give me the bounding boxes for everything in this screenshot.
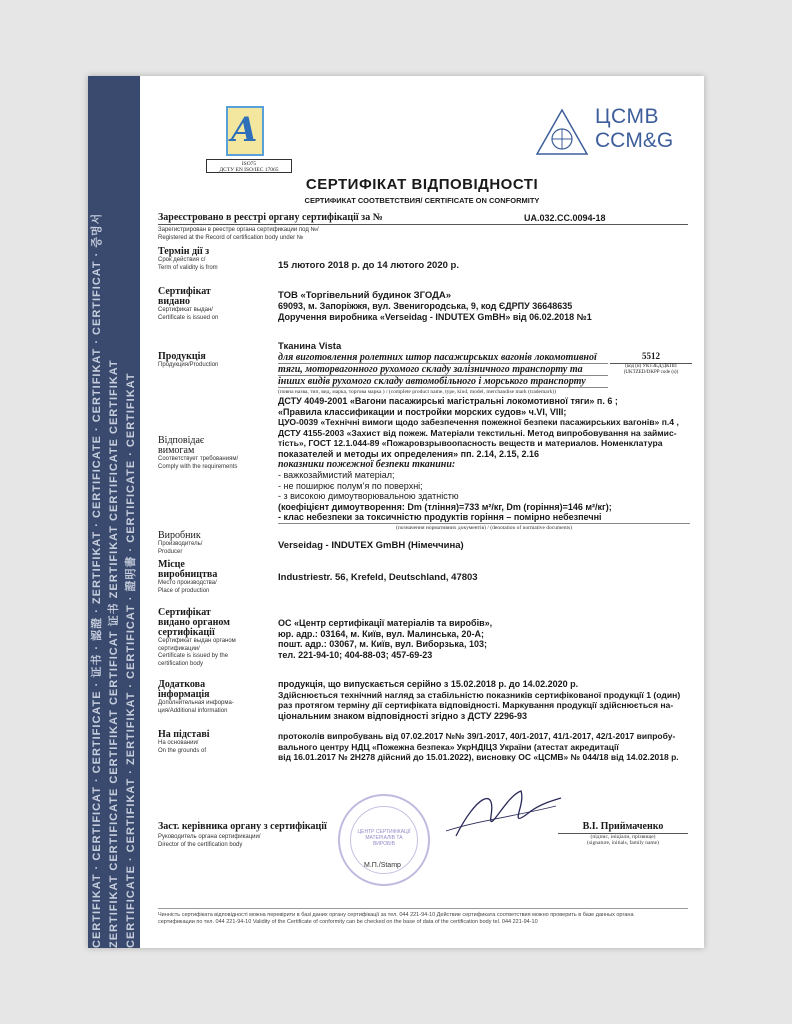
producer-sub-ru: Производитель/ bbox=[158, 541, 203, 547]
body-label: Сертифікат bbox=[158, 607, 211, 618]
signatory-block bbox=[558, 822, 688, 846]
body-line: юр. адр.: 03164, м. Київ, вул. Малинська, 20-А; bbox=[278, 628, 484, 639]
requirement-line: - не поширює полум’я по поверхні; bbox=[278, 480, 423, 491]
iso-line: ISO75 bbox=[241, 161, 257, 167]
additional-line: ціональним знаком відповідності згідно з ДСТУ 2296-93 bbox=[278, 710, 527, 721]
producer-sub-en: Producer bbox=[158, 548, 183, 555]
additional-value-block bbox=[278, 679, 690, 721]
ccmg-triangle-icon bbox=[535, 107, 589, 157]
producer-label: Виробник bbox=[158, 530, 201, 541]
requirement-line: - з високою димоутворювальною здатністю bbox=[278, 491, 459, 501]
registration-number: UA.032.CC.0094-18 bbox=[524, 213, 606, 223]
issued-label-block bbox=[158, 287, 268, 322]
requirements-label-block bbox=[158, 436, 268, 471]
requirements-sub-en: Comply with the requirements bbox=[158, 463, 238, 470]
accreditation-logo-icon bbox=[226, 106, 264, 156]
issued-value-block bbox=[278, 290, 688, 322]
requirements-hint: (позначення нормативних документів) / (denotation of normative documents) bbox=[396, 524, 572, 531]
additional-sub: ция/Additional information bbox=[158, 707, 228, 714]
term-label: Термін дії з bbox=[158, 246, 210, 257]
registered-sublabel bbox=[158, 227, 319, 242]
term-value: 15 лютого 2018 р. до 14 лютого 2020 р. bbox=[278, 260, 459, 271]
requirement-line: - клас небезпеки за токсичністю продуктів горіння – помірно небезпечні bbox=[278, 512, 690, 524]
grounds-sub-en: On the grounds of bbox=[158, 747, 207, 754]
band-line: CERTIFICATE · CERTIFIKAT · ZERTIFIKAT · CERTIFICAT · 證明書 · CERTIFICATE · CERTIFIKAT bbox=[125, 372, 137, 948]
product-name: Тканина Vista bbox=[278, 341, 342, 352]
product-code-block bbox=[610, 351, 692, 376]
footer-note bbox=[158, 912, 694, 926]
requirement-line: тість», ГОСТ 12.1.044-89 «Пожаровзрывоопасность веществ и материалов. Номенклатура bbox=[278, 438, 663, 448]
product-code-label: (код (и) УКТЗЕД/ДКПП (UKTZED/DKPP code (s)) bbox=[610, 363, 692, 376]
grounds-line: протоколів випробувань від 07.02.2017 №№ 39/1-2017, 40/1-2017, 41/1-2017, 42/1-2017 випробу- bbox=[278, 731, 676, 741]
producer-label-block bbox=[158, 531, 268, 556]
place-label-block bbox=[158, 560, 268, 595]
requirement-line: ДСТУ 4049-2001 «Вагони пасажирські магістральні локомотивної тяги» п. 6 ; bbox=[278, 396, 618, 406]
product-code: 5512 bbox=[642, 351, 660, 361]
grounds-label-block bbox=[158, 730, 268, 755]
band-line: ZERTIFIKAT CERTIFICATE CERTIFIKAT CERTIFICAT 证书 ZERTIFIKAT CERTIFICATE CERTIFIKAT bbox=[108, 359, 120, 948]
signatory-sub: (підпис, ініціали, прізвище) bbox=[590, 834, 656, 840]
requirements-label: Відповідає bbox=[158, 435, 205, 446]
product-label: Продукція bbox=[158, 351, 206, 362]
place-sub-ru: Место производства/ bbox=[158, 580, 217, 586]
signatory-sub: (signature, initials, family name) bbox=[587, 840, 659, 846]
grounds-value-block bbox=[278, 731, 692, 763]
iso-line: ДСТУ EN ISO/IEC 17065 bbox=[219, 167, 279, 173]
body-sub: Certificate is issued by the bbox=[158, 653, 229, 659]
issued-line: Доручення виробника «Verseidag - INDUTEX GmBH» від 06.02.2018 №1 bbox=[278, 311, 592, 322]
requirement-line: показателей и методы их определения» пп. 2.14, 2.15, 2.16 bbox=[278, 448, 540, 459]
signature-label-block bbox=[158, 822, 398, 849]
product-sub: Продукция/Production bbox=[158, 362, 219, 368]
requirement-line: «Правила классификации и постройки морских судов» ч.VI, VIII; bbox=[278, 406, 567, 417]
divider bbox=[158, 908, 688, 909]
term-sub-en: Term of validity is from bbox=[158, 264, 218, 271]
requirements-label: вимогам bbox=[158, 445, 195, 456]
body-label-block bbox=[158, 608, 268, 668]
issued-label: Сертифікат bbox=[158, 286, 211, 297]
body-sub: сертификации/ bbox=[158, 645, 200, 652]
product-label-block bbox=[158, 352, 268, 370]
body-sub: certification body bbox=[158, 660, 204, 667]
place-label: виробництва bbox=[158, 569, 218, 580]
issued-line: ТОВ «Торгівельний будинок ЗГОДА» bbox=[278, 290, 452, 301]
product-desc: для виготовлення ролетних штор пасажирських вагонів локомотивної bbox=[278, 352, 608, 364]
signature-label: Заст. керівника органу з сертифікації bbox=[158, 821, 327, 832]
issued-sub-ru: Сертификат выдан/ bbox=[158, 307, 213, 313]
additional-line: продукція, що випускається серійно з 15.02.2018 р. до 14.02.2020 р. bbox=[278, 679, 579, 689]
signatory-name: В.І. Приймаченко bbox=[558, 822, 688, 834]
additional-label: Додаткова bbox=[158, 679, 206, 690]
band-line: CERTIFIKAT · CERTIFICAT · CERTIFICATE · 证书 · 認證 · ZERTIFIKAT · CERTIFICATE · CERTIFIKAT · CERTIFICAT · 증명서 bbox=[91, 212, 103, 948]
additional-line: Здійснюється технічний нагляд за стабільністю показників сертифікованої продукції 1 (один) bbox=[278, 689, 681, 700]
term-label-block bbox=[158, 247, 268, 272]
logo-text: ЦСМВ bbox=[595, 105, 659, 128]
issued-line: 69093, м. Запоріжжя, вул. Звенигородська, 9, код ЄДРПУ 36648635 bbox=[278, 301, 573, 311]
certificate-sheet bbox=[88, 76, 704, 948]
additional-label-block bbox=[158, 680, 268, 715]
band-text bbox=[88, 76, 140, 948]
issued-label: видано bbox=[158, 296, 190, 307]
stamp-text: ЦЕНТР СЕРТИФІКАЦІЇ МАТЕРІАЛІВ ТА ВИРОБІВ bbox=[357, 829, 411, 847]
footer-line: Чинність сертифіката відповідності можна перевірити в базі даних органу сертифікації за тел. 044 221-94-10 Действие сертификата соответствия можно проверить в базе данных органа bbox=[158, 912, 634, 918]
body-line: ОС «Центр сертифікації матеріалів та виробів», bbox=[278, 618, 493, 628]
requirement-line: ДСТУ 4155-2003 «Захист від пожеж. Матеріали текстильні. Метод випробовування на займис- bbox=[278, 427, 677, 438]
requirement-line: (коефіцієнт димоутворення: Dm (тління)=733 м²/кг, Dm (горіння)=146 м²/кг); bbox=[278, 501, 612, 512]
grounds-line: вального центру НДЦ «Пожежна безпека» УкрНДІЦЗ України (атестат акредитації bbox=[278, 741, 619, 752]
place-label: Місце bbox=[158, 559, 185, 570]
grounds-label: На підставі bbox=[158, 729, 210, 740]
divider bbox=[158, 224, 688, 225]
producer-value: Verseidag - INDUTEX GmBH (Німеччина) bbox=[278, 540, 464, 551]
registered-sub-ru: Зарегистрирован в реестре органа сертификации под №/ bbox=[158, 227, 319, 233]
registered-sub-en: Registered at the Record of certification body under № bbox=[158, 234, 304, 241]
product-hint: (повна назва, тип, вид, марка, торгова марка ) / (complete product name, type, kind, model, merchandise mark (trademark)) bbox=[278, 389, 556, 395]
signature-sub: Director of the certification body bbox=[158, 841, 243, 848]
product-value-block bbox=[278, 341, 608, 395]
ccmg-logo bbox=[535, 101, 695, 161]
requirement-line: - важкозаймистий матеріал; bbox=[278, 470, 395, 480]
requirement-line: показники пожежної безпеки тканини: bbox=[278, 459, 456, 470]
place-sub-en: Place of production bbox=[158, 587, 210, 594]
registered-label: Зареєстровано в реєстрі органу сертифікації за № bbox=[158, 212, 383, 223]
body-label: сертифікації bbox=[158, 627, 215, 638]
body-sub: Сертификат выдан органом bbox=[158, 638, 236, 644]
stamp-label: М.П./Stamp bbox=[364, 862, 401, 869]
certificate-side-band bbox=[88, 76, 140, 948]
additional-sub: Дополнительная информа- bbox=[158, 700, 234, 706]
footer-line: сертификации по тел. 044 221-94-10 Validity of the Certificate of conformity can be checked on the base of data of the certification body tel. 044 221-94-10 bbox=[158, 919, 538, 925]
product-desc: тяги, моторвагонного рухомого складу залізничного транспорту та bbox=[278, 364, 608, 376]
requirement-line: ЦУО-0039 «Технічні вимоги щодо забезпечення пожежної безпеки пасажирських вагонів» п.4 , bbox=[278, 417, 679, 427]
grounds-sub-ru: На основании/ bbox=[158, 740, 199, 746]
page-title: СЕРТИФІКАТ ВІДПОВІДНОСТІ bbox=[305, 176, 539, 193]
issued-sub-en: Certificate is issued on bbox=[158, 314, 219, 321]
term-sub-ru: Срок действия с/ bbox=[158, 257, 206, 263]
certificate-content bbox=[140, 76, 704, 948]
signature-sub: Руководитель органа сертификации/ bbox=[158, 834, 261, 840]
body-line: тел. 221-94-10; 404-88-03; 457-69-23 bbox=[278, 649, 433, 660]
signature-icon bbox=[436, 776, 566, 856]
place-value: Industriestr. 56, Krefeld, Deutschland, 47803 bbox=[278, 572, 478, 583]
requirements-value-block bbox=[278, 396, 690, 531]
iso-box bbox=[206, 159, 292, 173]
logo-letter: A bbox=[231, 110, 258, 150]
additional-label: інформація bbox=[158, 689, 210, 700]
logo-text: CCM&G bbox=[595, 129, 674, 152]
requirements-sub-ru: Соответствует требованиям/ bbox=[158, 456, 239, 462]
body-label: видано органом bbox=[158, 617, 230, 628]
grounds-line: від 16.01.2017 № 2Н278 дійсний до 15.01.2022), висновку ОС «ЦСМВ» № 044/18 від 14.02.2018 р. bbox=[278, 752, 679, 762]
page-subtitle: СЕРТИФИКАТ СООТВЕТСТВИЯ/ CERTIFICATE ON CONFORMITY bbox=[304, 196, 540, 205]
product-desc: інших видів рухомого складу автомобільного і морського транспорту bbox=[278, 376, 608, 388]
additional-line: раз протягом терміну дії сертифіката відповідності. Маркування продукції здійснюється на- bbox=[278, 700, 674, 710]
body-line: пошт. адр.: 03067, м. Київ, вул. Виборзька, 103; bbox=[278, 639, 487, 649]
body-value-block bbox=[278, 618, 690, 660]
